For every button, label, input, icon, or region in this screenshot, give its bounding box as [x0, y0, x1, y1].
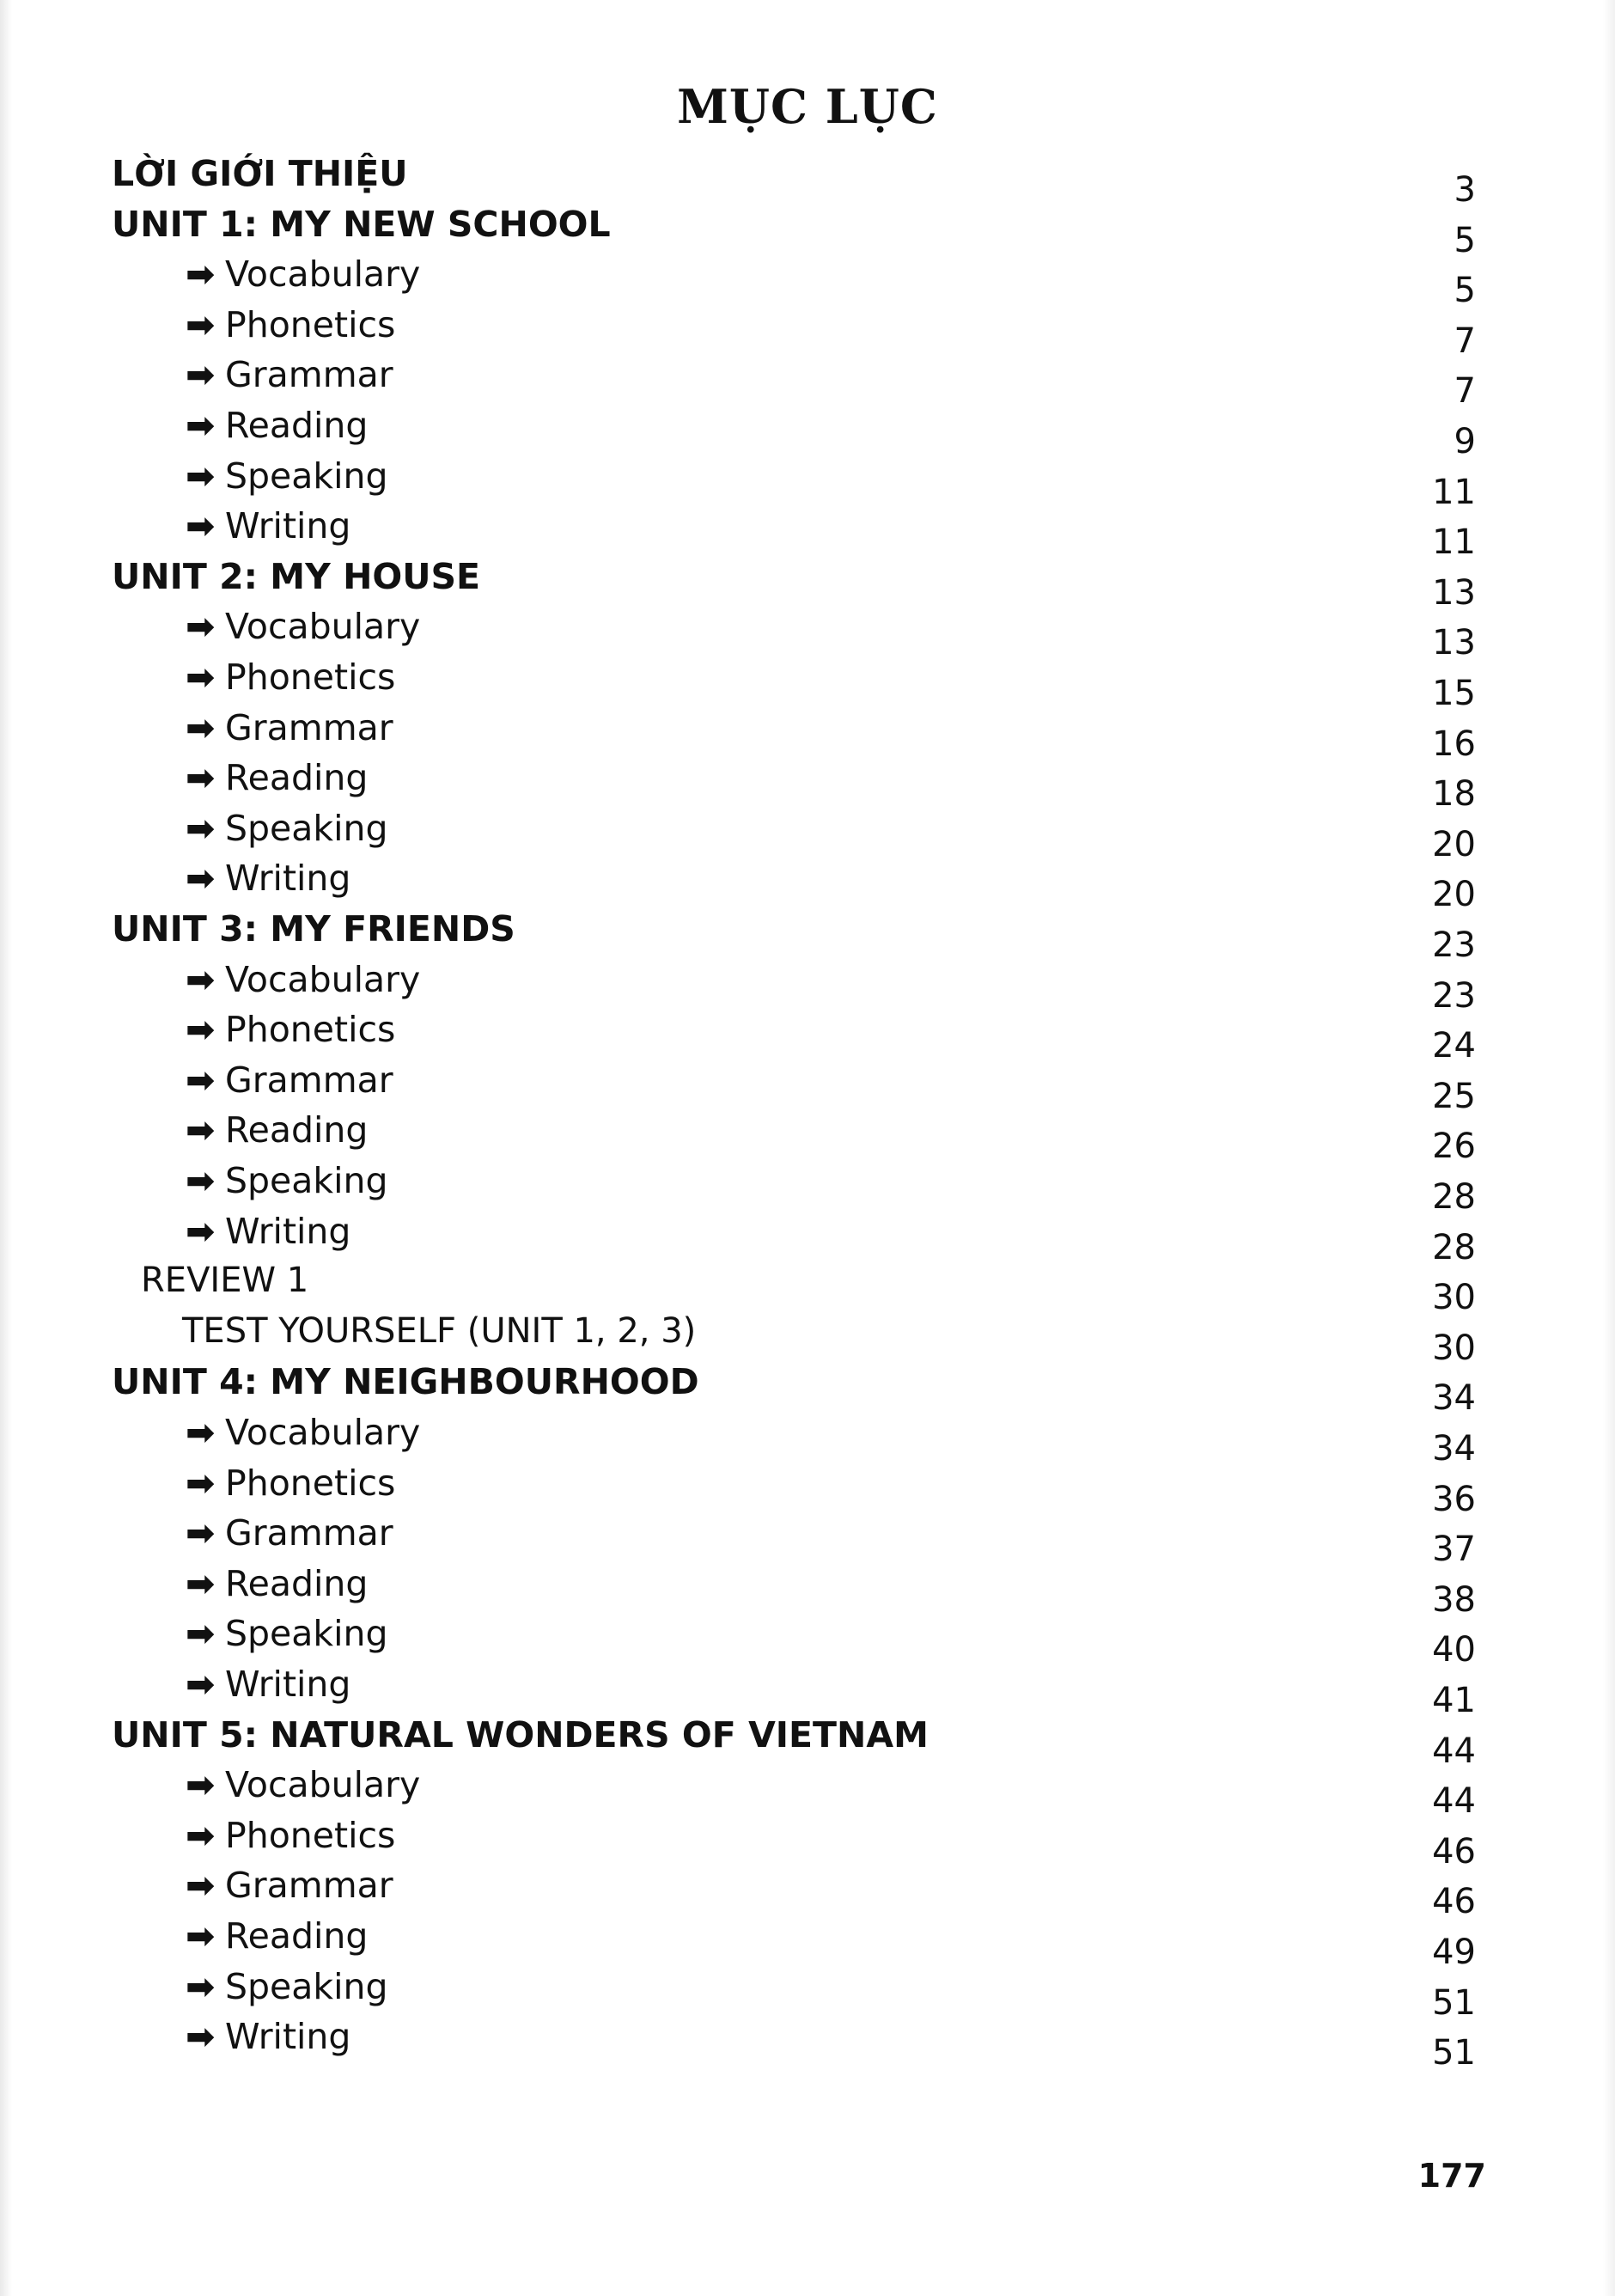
toc-page-number: 40 — [1432, 1630, 1476, 1670]
toc-entry — [0, 1562, 1615, 1620]
toc-page-number: 44 — [1432, 1781, 1476, 1822]
arrow-bullet-icon: ➡ — [186, 1562, 216, 1604]
toc-entry-text: LỜI GIỚI THIỆU — [112, 153, 408, 194]
toc-entry-text: Grammar — [225, 1865, 393, 1907]
toc-page-number: 18 — [1432, 774, 1476, 815]
toc-entry — [0, 1915, 1615, 1972]
toc-page-number: 28 — [1432, 1227, 1476, 1267]
toc-entry — [0, 908, 1615, 965]
toc-entry — [0, 1310, 1615, 1368]
toc-entry-text: Vocabulary — [225, 1412, 421, 1453]
toc-page-number: 7 — [1454, 321, 1476, 361]
arrow-bullet-icon: ➡ — [186, 858, 216, 900]
toc-entry-label — [186, 1613, 388, 1654]
arrow-bullet-icon: ➡ — [186, 656, 216, 698]
toc-entry-text: Phonetics — [225, 303, 396, 345]
arrow-bullet-icon: ➡ — [186, 2016, 216, 2058]
arrow-bullet-icon: ➡ — [186, 606, 216, 648]
toc-entry-label — [186, 505, 350, 547]
arrow-bullet-icon: ➡ — [186, 1664, 216, 1705]
toc-page-number: 11 — [1432, 522, 1476, 563]
toc-entry-label — [186, 656, 395, 698]
toc-entry-text: Vocabulary — [225, 1764, 421, 1806]
toc-entry-label — [186, 959, 420, 1000]
toc-entry-label — [186, 1462, 395, 1504]
toc-entry-label — [186, 1664, 350, 1705]
arrow-bullet-icon: ➡ — [186, 1412, 216, 1453]
arrow-bullet-icon: ➡ — [186, 1965, 216, 2007]
toc-entry-text: UNIT 2: MY HOUSE — [112, 555, 481, 597]
toc-entry-label — [186, 354, 393, 395]
toc-entry — [0, 1865, 1615, 1922]
toc-entry-text: Speaking — [225, 1965, 388, 2007]
toc-entry-label — [141, 1261, 308, 1300]
toc-entry-text: UNIT 4: MY NEIGHBOURHOOD — [112, 1361, 699, 1403]
toc-entry-text: Phonetics — [225, 1009, 396, 1051]
arrow-bullet-icon: ➡ — [186, 1160, 216, 1201]
toc-page-number: 11 — [1432, 472, 1476, 512]
toc-entry — [0, 1059, 1615, 1116]
toc-entry — [0, 2016, 1615, 2073]
arrow-bullet-icon: ➡ — [186, 706, 216, 748]
toc-entry — [0, 153, 1615, 210]
arrow-bullet-icon: ➡ — [186, 1009, 216, 1051]
toc-entry-label — [112, 153, 408, 194]
toc-entry-label — [186, 2016, 350, 2057]
arrow-bullet-icon: ➡ — [186, 253, 216, 296]
toc-entry-text: Reading — [225, 1109, 369, 1151]
toc-entry — [0, 1160, 1615, 1217]
toc-entry-label — [186, 757, 368, 798]
toc-page-number: 9 — [1454, 422, 1476, 461]
toc-entry — [0, 1412, 1615, 1469]
toc-entry-text: Reading — [225, 405, 369, 446]
arrow-bullet-icon: ➡ — [186, 405, 216, 446]
toc-page-number: 20 — [1432, 824, 1476, 864]
toc-entry — [0, 1361, 1615, 1419]
toc-entry-label — [186, 1109, 368, 1151]
toc-entry — [0, 1512, 1615, 1570]
arrow-bullet-icon: ➡ — [186, 1462, 216, 1504]
toc-entry-label — [186, 1915, 368, 1957]
toc-page-number: 44 — [1432, 1731, 1476, 1771]
toc-entry-text: Vocabulary — [225, 958, 421, 1000]
toc-page-number: 13 — [1432, 623, 1476, 663]
toc-entry-label — [186, 455, 388, 497]
toc-entry-text: Reading — [225, 1915, 369, 1957]
toc-entry — [0, 1210, 1615, 1267]
arrow-bullet-icon: ➡ — [186, 354, 216, 396]
toc-entry — [0, 958, 1615, 1016]
arrow-bullet-icon: ➡ — [186, 1059, 216, 1101]
arrow-bullet-icon: ➡ — [186, 807, 216, 849]
toc-entry — [0, 555, 1615, 613]
arrow-bullet-icon: ➡ — [186, 1865, 216, 1907]
toc-page-number: 16 — [1432, 724, 1476, 764]
toc-page-number: 30 — [1432, 1328, 1476, 1368]
toc-entry — [0, 253, 1615, 311]
arrow-bullet-icon: ➡ — [186, 1814, 216, 1856]
toc-entry-text: Speaking — [225, 455, 388, 497]
toc-page-number: 34 — [1432, 1429, 1476, 1469]
toc-entry — [0, 757, 1615, 815]
arrow-bullet-icon: ➡ — [186, 1613, 216, 1655]
toc-entry-label — [186, 1865, 393, 1906]
toc-page-number: 20 — [1432, 875, 1476, 915]
toc-entry-label — [186, 1412, 420, 1453]
toc-entry — [0, 858, 1615, 915]
toc-page-number: 37 — [1432, 1530, 1476, 1570]
toc-entry-label — [186, 1211, 350, 1252]
toc-page-number: 51 — [1432, 2033, 1476, 2073]
toc-entry-text: Phonetics — [225, 1814, 396, 1856]
toc-page-number: 25 — [1432, 1076, 1476, 1116]
toc-entry-text: Speaking — [225, 1613, 388, 1655]
toc-entry-text: UNIT 3: MY FRIENDS — [112, 908, 515, 950]
toc-entry-label — [186, 707, 393, 748]
page-title: MỤC LỤC — [677, 79, 938, 134]
toc-entry-text: Writing — [225, 1664, 351, 1705]
toc-page-number: 36 — [1432, 1479, 1476, 1519]
toc-entry — [0, 455, 1615, 512]
toc-entry-label — [186, 1160, 388, 1201]
toc-page-number: 7 — [1454, 371, 1476, 412]
toc-entry-text: Phonetics — [225, 656, 396, 698]
toc-entry-text: Speaking — [225, 1160, 388, 1201]
toc-entry — [0, 1664, 1615, 1720]
toc-page-number: 13 — [1432, 572, 1476, 613]
toc-entry-label — [186, 858, 350, 899]
toc-entry — [0, 1109, 1615, 1167]
toc-entry-label — [186, 606, 420, 647]
toc-page-number: 15 — [1432, 674, 1476, 713]
toc-entry-text: Vocabulary — [225, 606, 421, 648]
toc-entry-text: Grammar — [225, 1059, 393, 1101]
toc-entry — [0, 1814, 1615, 1872]
toc-entry-label — [186, 1009, 395, 1050]
toc-entry-text: Speaking — [225, 807, 388, 849]
toc-entry — [0, 606, 1615, 663]
toc-entry-text: REVIEW 1 — [141, 1261, 309, 1301]
toc-page-number: 46 — [1432, 1882, 1476, 1922]
toc-entry — [0, 1713, 1615, 1771]
toc-entry-text: Phonetics — [225, 1462, 396, 1504]
toc-entry-text: Writing — [225, 505, 351, 547]
toc-page-number: 38 — [1432, 1579, 1476, 1620]
toc-entry — [0, 1613, 1615, 1670]
arrow-bullet-icon: ➡ — [186, 1512, 216, 1554]
toc-entry-label — [186, 405, 368, 446]
arrow-bullet-icon: ➡ — [186, 1210, 216, 1252]
toc-entry-text: Grammar — [225, 706, 393, 748]
toc-entry-label — [182, 1311, 696, 1351]
toc-entry — [0, 1009, 1615, 1066]
toc-entry-label — [112, 908, 515, 950]
toc-entry-label — [186, 808, 388, 849]
arrow-bullet-icon: ➡ — [186, 1109, 216, 1151]
toc-entry — [0, 1965, 1615, 2023]
toc-entry-label — [186, 304, 395, 345]
toc-entry-label — [186, 1815, 395, 1856]
toc-page-number: 30 — [1432, 1278, 1476, 1318]
toc-page-number: 5 — [1454, 271, 1476, 311]
toc-entry-text: Grammar — [225, 1512, 393, 1554]
toc-entry-label — [112, 204, 611, 245]
toc-entry-label — [112, 1714, 929, 1756]
toc-page-number: 51 — [1432, 1982, 1476, 2023]
toc-entry-label — [186, 1563, 368, 1604]
toc-entry — [0, 1462, 1615, 1519]
arrow-bullet-icon: ➡ — [186, 1915, 216, 1957]
toc-page-number: 34 — [1432, 1378, 1476, 1419]
arrow-bullet-icon: ➡ — [186, 757, 216, 799]
toc-entry-label — [186, 1512, 393, 1554]
toc-entry-text: Writing — [225, 1210, 351, 1252]
toc-entry — [0, 405, 1615, 461]
toc-page-number: 3 — [1454, 170, 1476, 210]
toc-page-number: 41 — [1432, 1681, 1476, 1720]
toc-page-number: 28 — [1432, 1177, 1476, 1217]
arrow-bullet-icon: ➡ — [186, 1764, 216, 1806]
toc-page-number: 23 — [1432, 925, 1476, 965]
toc-entry-text: Reading — [225, 1562, 369, 1604]
toc-entry-label — [112, 1361, 699, 1402]
toc-entry-text: TEST YOURSELF (UNIT 1, 2, 3) — [182, 1310, 697, 1351]
toc-entry-label — [186, 1966, 388, 2007]
toc-entry-text: Writing — [225, 2016, 351, 2058]
toc-entry-text: Grammar — [225, 354, 393, 396]
toc-entry — [0, 706, 1615, 764]
page-number: 177 — [1417, 2157, 1486, 2195]
toc-entry — [0, 354, 1615, 412]
toc-page-number: 23 — [1432, 975, 1476, 1016]
arrow-bullet-icon: ➡ — [186, 303, 216, 345]
toc-entry — [0, 656, 1615, 713]
toc-page-number: 46 — [1432, 1831, 1476, 1872]
toc-entry-text: UNIT 1: MY NEW SCHOOL — [112, 203, 611, 245]
toc-entry-label — [112, 556, 480, 597]
toc-entry-text: Reading — [225, 757, 369, 799]
toc-entry-label — [186, 1764, 420, 1805]
toc-page-number: 26 — [1432, 1127, 1476, 1167]
toc-page-number: 5 — [1454, 220, 1476, 260]
toc-page-number: 24 — [1432, 1026, 1476, 1066]
arrow-bullet-icon: ➡ — [186, 958, 216, 1000]
toc-entry-label — [186, 253, 420, 295]
toc-entry-text: UNIT 5: NATURAL WONDERS OF VIETNAM — [112, 1713, 929, 1756]
arrow-bullet-icon: ➡ — [186, 505, 216, 547]
toc-entry — [0, 203, 1615, 260]
arrow-bullet-icon: ➡ — [186, 455, 216, 497]
toc-entry-text: Vocabulary — [225, 253, 421, 296]
toc-entry-label — [186, 1059, 393, 1101]
toc-entry-text: Writing — [225, 858, 351, 900]
toc-entry — [0, 1261, 1615, 1318]
toc-page-number: 49 — [1432, 1933, 1476, 1972]
toc-entry — [0, 1764, 1615, 1822]
toc-entry — [0, 303, 1615, 361]
toc-entry — [0, 807, 1615, 864]
toc-entry — [0, 505, 1615, 563]
